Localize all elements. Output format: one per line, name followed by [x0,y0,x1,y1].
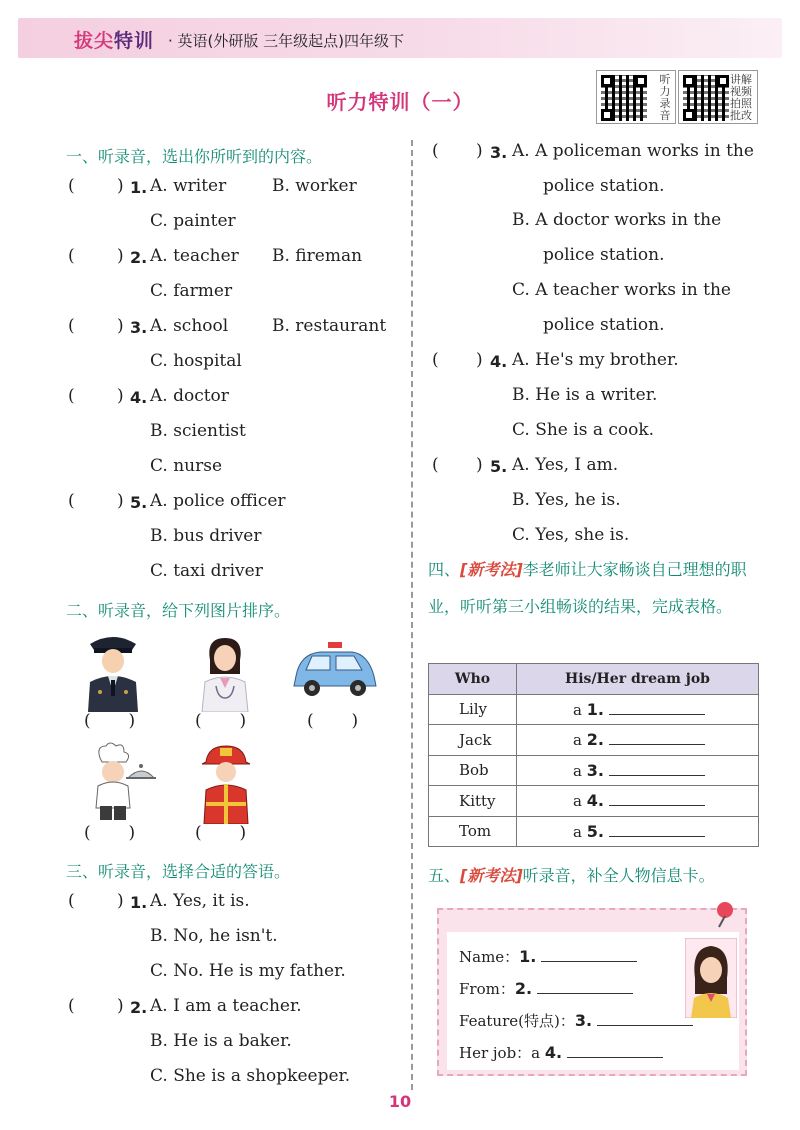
answer-blank[interactable] [609,792,705,806]
card-name-line: Name：1. [459,946,637,967]
header-bar [18,18,782,58]
card-job-line: Her job：a 4. [459,1042,663,1063]
pin-icon [711,900,739,928]
answer-blank[interactable] [609,701,705,715]
qr-label: 听力录音 [659,73,671,122]
qr-code-video[interactable] [678,70,758,124]
answer-blank[interactable] [609,762,705,776]
woman-portrait-icon [685,938,737,1018]
answer-paren[interactable]: ( [68,996,75,1016]
dream-job-table [428,663,759,847]
chef-icon [82,742,156,822]
qr-label: 讲解视频拍照批改 [730,73,752,122]
table-row: Kitty a 4. [429,786,759,817]
page-title: 听力特训（一） [326,90,474,114]
table-row: Jack a 2. [429,725,759,756]
book-subject: · 英语(外研版 三年级起点)四年级下 [168,32,405,50]
answer-paren[interactable]: ( [432,141,439,161]
answer-paren[interactable]: ( [68,316,75,336]
page-number: 10 [388,1092,412,1111]
table-header-who: Who [429,664,517,695]
table-row: Bob a 3. [429,755,759,786]
answer-paren[interactable]: ( ) [195,711,247,731]
answer-paren[interactable]: ( ) [84,823,136,843]
answer-paren[interactable]: ( [68,386,75,406]
answer-paren[interactable]: ( ) [307,711,359,731]
brand-logo: 拔尖特训 [74,30,155,52]
answer-paren[interactable]: ( [68,246,75,266]
table-header-job: His/Her dream job [517,664,759,695]
section5-heading: 五、[新考法]听录音，补全人物信息卡。 [428,866,715,885]
policeman-icon [80,630,146,712]
answer-blank[interactable] [597,1012,693,1026]
info-card [437,908,747,1076]
taxi-icon [290,640,380,700]
column-divider [411,140,413,1090]
answer-blank[interactable] [609,731,705,745]
doctor-icon [196,632,254,712]
answer-paren[interactable]: ( ) [195,823,247,843]
section4-heading: 四、[新考法]李老师让大家畅谈自己理想的职业，听听第三小组畅谈的结果，完成表格。 [428,560,747,616]
card-feature-line: Feature(特点)：3. [459,1010,693,1031]
qr-code-listening[interactable] [596,70,676,124]
answer-blank[interactable] [541,948,637,962]
answer-paren[interactable]: ( [68,176,75,196]
section2-heading: 二、听录音，给下列图片排序。 [66,601,291,620]
section3-heading: 三、听录音，选择合适的答语。 [66,862,291,881]
answer-blank[interactable] [609,823,705,837]
answer-paren[interactable]: ( [432,455,439,475]
answer-blank[interactable] [537,980,633,994]
answer-paren[interactable]: ( [68,491,75,511]
answer-paren[interactable]: ( ) [84,711,136,731]
table-row: Tom a 5. [429,816,759,847]
firefighter-icon [200,744,252,824]
answer-blank[interactable] [567,1044,663,1058]
answer-paren[interactable]: ( [432,350,439,370]
card-from-line: From：2. [459,978,633,999]
answer-paren[interactable]: ( [68,891,75,911]
table-row: Lily a 1. [429,694,759,725]
section1-heading: 一、听录音，选出你所听到的内容。 [66,147,323,166]
